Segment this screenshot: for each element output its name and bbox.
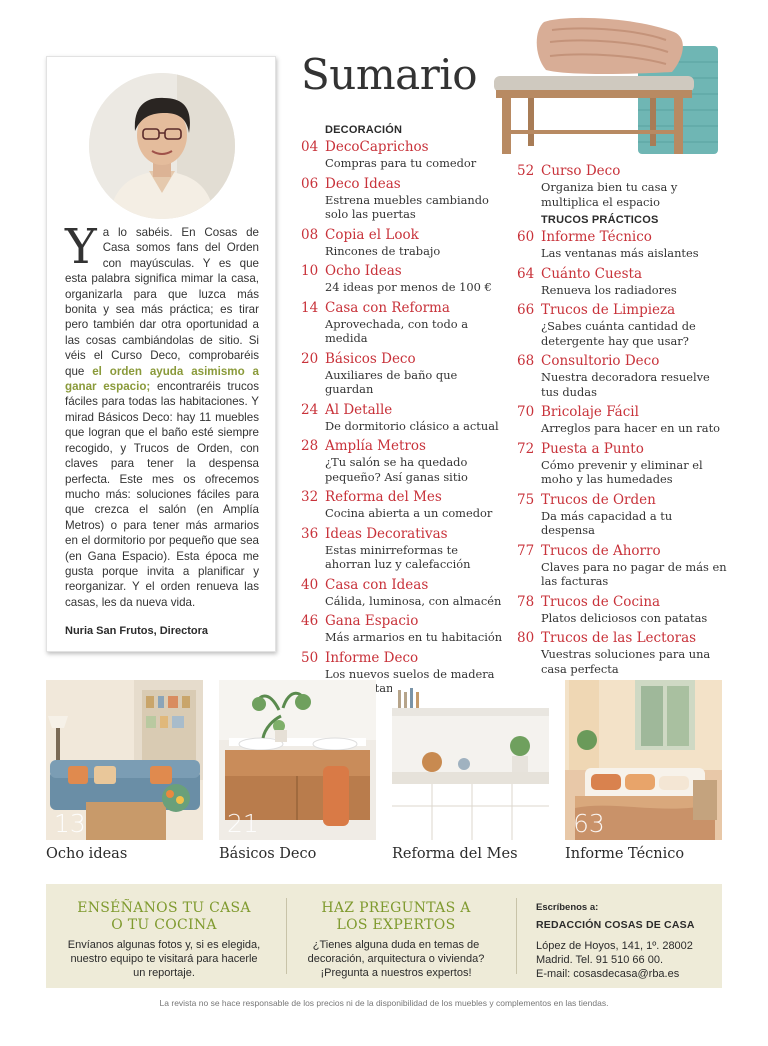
entry-heading (517, 492, 727, 509)
entry-subtitle: ¿Tu salón se ha quedado pequeño? Así ganas sitio (325, 455, 468, 484)
entry-subtitle: Cocina abierta a un comedor (325, 506, 493, 520)
entry-page-number: 28 (301, 438, 319, 454)
entry-subtitle: 24 ideas por menos de 100 € (325, 280, 492, 294)
letter-highlight: el orden ayuda asimismo a ganar espacio; (65, 364, 259, 394)
contents-entry[interactable] (517, 492, 727, 538)
entry-title: DecoCaprichos (325, 139, 429, 155)
entry-subtitle: Los nuevos suelos de madera (325, 666, 495, 681)
bench-photo (488, 12, 724, 160)
entry-page-number: 46 (301, 613, 319, 629)
entry-page-number: 08 (301, 226, 319, 243)
contents-entry[interactable] (301, 263, 507, 295)
entry-subtitle: Cómo prevenir y eliminar el moho y las humedades (541, 457, 703, 486)
photo-caption: Básicos Deco (219, 846, 317, 862)
contact-box (46, 884, 722, 988)
entry-subtitle: Nuestra decoradora resuelve tus dudas (541, 370, 710, 399)
photo-page-number: 21 (227, 809, 259, 838)
contents-entry[interactable] (301, 577, 507, 609)
entry-title: Reforma del Mes (325, 489, 442, 505)
entry-page-number: 60 (517, 229, 535, 245)
entry-title: Ocho Ideas (325, 263, 402, 279)
entry-heading (301, 577, 507, 594)
entry-page-number: 52 (517, 163, 535, 179)
entry-title: Curso Deco (541, 163, 621, 179)
entry-subtitle: Platos deliciosos con patatas (541, 610, 708, 625)
photo-page-number: 32 (400, 809, 432, 838)
contents-entry[interactable] (517, 630, 727, 676)
editor-letter-card (46, 56, 276, 652)
entry-page-number: 32 (301, 489, 319, 505)
entry-heading (517, 266, 727, 283)
entry-page-number: 80 (517, 630, 535, 646)
divider (516, 898, 517, 974)
entry-heading (301, 351, 507, 368)
editor-letter-text (65, 219, 259, 610)
entry-heading (301, 227, 507, 244)
disclaimer: La revista no se hace responsable de los precios ni de la disponibilidad de los muebles y complementos en las tiendas. (159, 998, 609, 1008)
write-address: López de Hoyos, 141, 1º. 28002 (536, 940, 693, 952)
contents-column-decoracion (301, 124, 507, 701)
entry-title: Trucos de Ahorro (541, 542, 661, 559)
entry-page-number: 14 (301, 299, 319, 316)
entry-heading (301, 402, 507, 419)
photo-reforma-del-mes[interactable] (392, 680, 549, 840)
write-email[interactable]: E-mail: cosasdecasa@rba.es (536, 968, 680, 980)
entry-heading (517, 302, 727, 319)
entry-heading (517, 543, 727, 560)
entry-heading (301, 263, 507, 280)
photo-page-number: 13 (54, 809, 86, 838)
entry-page-number: 36 (301, 525, 319, 542)
entry-title: Básicos Deco (325, 350, 416, 367)
entry-heading (301, 438, 507, 455)
contents-entry[interactable] (301, 176, 507, 222)
contents-entry[interactable] (301, 526, 507, 572)
entry-page-number: 64 (517, 265, 535, 282)
entry-page-number: 75 (517, 491, 535, 508)
entry-title: Casa con Reforma (325, 299, 450, 316)
contents-entry[interactable] (517, 229, 727, 261)
entry-page-number: 10 (301, 263, 319, 279)
entry-subtitle: Las ventanas más aislantes (541, 246, 699, 260)
photo-page-number: 63 (573, 809, 605, 838)
contents-list-trucos (517, 229, 727, 676)
ask-experts-text: ¿Tienes alguna duda en temas de decoración, arquitectura o vivienda? ¡Pregunta a nuestros expertos! (307, 939, 485, 979)
entry-title: Gana Espacio (325, 613, 419, 629)
entry-subtitle: Aprovechada, con todo a medida (325, 316, 469, 345)
entry-subtitle: Organiza bien tu casa y multiplica el espacio (541, 180, 678, 209)
entry-heading (301, 489, 507, 506)
contents-entry[interactable] (517, 543, 727, 589)
photo-caption: Reforma del Mes (392, 846, 518, 862)
contents-entry[interactable] (301, 438, 507, 484)
write-city-phone: Madrid. Tel. 91 510 66 00. (536, 954, 663, 966)
entry-subtitle: Rincones de trabajo (325, 243, 441, 258)
write-to-us-block (536, 902, 695, 981)
contents-entry[interactable] (517, 302, 727, 348)
photo-ocho-ideas[interactable] (46, 680, 203, 840)
entry-heading (301, 300, 507, 317)
contents-entry[interactable] (301, 227, 507, 259)
photo-caption: Ocho ideas (46, 846, 128, 862)
entry-heading (517, 229, 727, 246)
entry-subtitle: Claves para no pagar de más en las facturas (541, 559, 727, 588)
editor-portrait (89, 73, 235, 219)
divider (286, 898, 287, 974)
entry-heading (517, 163, 727, 180)
entry-subtitle: Da más capacidad a tu despensa (541, 508, 673, 537)
entry-title: Trucos de Limpieza (541, 302, 676, 318)
show-your-home-title: ENSÉÑANOS TU CASA (77, 900, 251, 916)
letter-text-end: encontraréis trucos fáciles para todas las habitaciones. Y mirad Básicos Deco: hay 11 muebles que logran que el baño esté siempre recogido, y Trucos de Orden, con claves para tener la despensa perfecta. Este mes os ofrecemos mucho más: soluciones fáciles para que crezca el salón (en Amplía Metros) o para tener más armarios en el dormitorio por pequeño que sea (en Gana Espacio). Esta época me gusta porque invita a planificar y reorganizar. Y el orden renueva las casas, les da nueva vida. (65, 380, 259, 609)
entry-heading (301, 176, 507, 193)
photo-basicos-deco[interactable] (219, 680, 376, 840)
contents-entry[interactable] (301, 300, 507, 346)
editor-signature: Nuria San Frutos, Directora (65, 625, 209, 637)
entry-title: Deco Ideas (325, 175, 401, 192)
entry-heading (517, 353, 727, 370)
entry-heading (517, 404, 727, 421)
entry-title: Amplía Metros (325, 438, 426, 454)
entry-title: Trucos de Orden (541, 491, 656, 508)
entry-title: Casa con Ideas (325, 576, 429, 593)
entry-page-number: 72 (517, 440, 535, 457)
entry-title: Consultorio Deco (541, 353, 660, 369)
entry-title: Puesta a Punto (541, 440, 644, 457)
entry-heading (517, 630, 727, 647)
entry-heading (301, 139, 507, 156)
entry-heading (301, 526, 507, 543)
entry-title: Al Detalle (325, 401, 393, 418)
entry-heading (517, 594, 727, 611)
contents-entry[interactable] (517, 404, 727, 436)
photo-informe-tecnico[interactable] (565, 680, 722, 840)
show-your-home-block (66, 900, 262, 980)
entry-title: Informe Deco (325, 649, 419, 666)
contents-entry[interactable] (517, 266, 727, 298)
entry-subtitle: Vuestras soluciones para una casa perfecta (541, 647, 711, 676)
entry-subtitle: De dormitorio clásico a actual (325, 418, 499, 433)
letter-text-start: a lo sabéis. En Cosas de Casa somos fans del Orden con mayúsculas. Y es que esta palabra significa mimar la casa, organizarla para que luzca más bonita y sea más práctica; es tirar pero también dar otra oportunidad a las cosas cambiándolas de sitio. Si véis el Curso Deco, comprobaréis que (65, 226, 259, 378)
contents-entry[interactable] (301, 489, 507, 521)
ask-experts-block (302, 900, 490, 980)
entry-page-number: 68 (517, 353, 535, 369)
contents-list-decoracion (301, 139, 507, 696)
entry-subtitle: Estrena muebles cambiando solo las puertas (325, 192, 489, 221)
entry-page-number: 20 (301, 350, 319, 367)
entry-title: Bricolaje Fácil (541, 404, 639, 420)
dropcap: Y (65, 219, 97, 275)
contents-column-trucos (517, 163, 727, 681)
entry-title: Cuánto Cuesta (541, 265, 643, 282)
ask-experts-title-2: LOS EXPERTOS (336, 917, 456, 933)
entry-subtitle: Auxiliares de baño que guardan (325, 367, 458, 396)
entry-subtitle: Renueva los radiadores (541, 282, 677, 297)
contents-list-top (517, 163, 727, 209)
entry-subtitle: Compras para tu comedor (325, 156, 477, 170)
section-heading-decoracion: DECORACIÓN (325, 124, 403, 136)
entry-page-number: 06 (301, 175, 319, 192)
show-your-home-title-2: O TU COCINA (111, 917, 217, 933)
ask-experts-title: HAZ PREGUNTAS A (321, 900, 471, 916)
entry-heading (301, 613, 507, 630)
entry-title: Ideas Decorativas (325, 525, 448, 542)
entry-page-number: 78 (517, 593, 535, 610)
contents-entry[interactable] (301, 139, 507, 171)
entry-title: Trucos de las Lectoras (541, 630, 697, 646)
entry-subtitle: Cálida, luminosa, con almacén (325, 593, 502, 608)
entry-page-number: 04 (301, 139, 319, 155)
entry-page-number: 50 (301, 649, 319, 666)
entry-page-number: 66 (517, 302, 535, 318)
entry-page-number: 24 (301, 401, 319, 418)
contents-entry[interactable] (301, 613, 507, 645)
contents-entry[interactable] (517, 163, 727, 209)
write-label: Escríbenos a: (536, 902, 599, 913)
page-title: Sumario (301, 50, 477, 99)
entry-page-number: 70 (517, 404, 535, 420)
entry-subtitle: Arreglos para hacer en un rato (541, 421, 721, 435)
entry-page-number: 40 (301, 576, 319, 593)
photo-caption: Informe Técnico (565, 846, 685, 862)
write-name: REDACCIÓN COSAS DE CASA (536, 919, 695, 931)
show-your-home-text: Envíanos algunas fotos y, si es elegida, nuestro equipo te visitará para hacerle un reportaje. (67, 939, 261, 979)
contents-entry[interactable] (517, 353, 727, 399)
entry-title: Copia el Look (325, 226, 419, 243)
contents-entry[interactable] (517, 441, 727, 487)
entry-title: Trucos de Cocina (541, 593, 661, 610)
entry-subtitle: Más armarios en tu habitación (325, 630, 503, 644)
entry-heading (301, 650, 507, 667)
entry-title: Informe Técnico (541, 229, 652, 245)
entry-subtitle: Estas minirreformas te ahorran luz y calefacción (325, 542, 471, 571)
section-heading-trucos: TRUCOS PRÁCTICOS (541, 214, 659, 226)
entry-heading (517, 441, 727, 458)
entry-subtitle: ¿Sabes cuánta cantidad de detergente hay que usar? (541, 319, 696, 348)
contents-entry[interactable] (301, 402, 507, 434)
contents-entry[interactable] (517, 594, 727, 626)
entry-page-number: 77 (517, 542, 535, 559)
contents-entry[interactable] (301, 351, 507, 397)
